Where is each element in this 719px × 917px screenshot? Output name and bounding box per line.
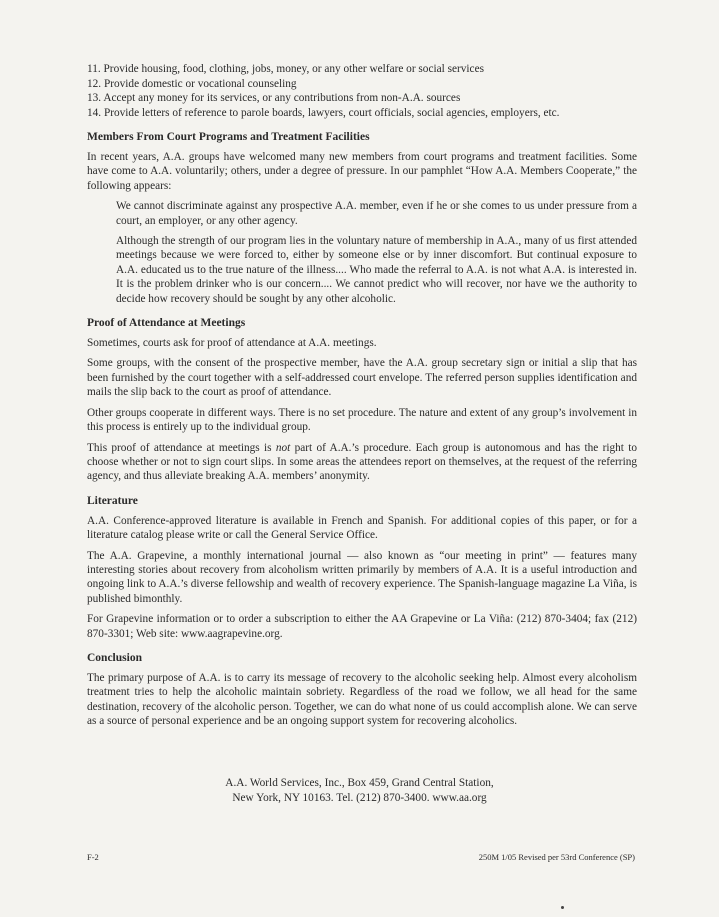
section-court-programs <box>87 130 637 306</box>
proof-paragraph-1: Sometimes, courts ask for proof of attendance at A.A. meetings. <box>87 337 377 350</box>
section-heading-proof: Proof of Attendance at Meetings <box>87 317 246 330</box>
proof-p4-start: This proof of attendance at meetings is <box>87 441 276 454</box>
address-line-2: New York, NY 10163. Tel. (212) 870-3400. www.aa.org <box>232 792 487 804</box>
scan-speck <box>561 906 564 909</box>
proof-p4-end: part of A.A.’s procedure. Each group is autonomous and has the right to choose whether or not to sign court slips. In some areas the attendees report on themselves, at the request of the referring agency, and thus alleviate breaking A.A. members’ anonymity. <box>87 441 638 483</box>
print-info: 250M 1/05 Revised per 53rd Conference (SP) <box>478 852 635 862</box>
court-intro-paragraph: In recent years, A.A. groups have welcomed many new members from court programs and treatment facilities. Some have come to A.A. voluntarily; others, under a degree of pressure. In our pamphlet “How A.A. Members Cooperate,” the following appears: <box>87 151 637 192</box>
list-item: 13. Accept any money for its services, or any contributions from non-A.A. sources <box>87 92 461 104</box>
court-quote-2: Although the strength of our program lies in the voluntary nature of membership in A.A., many of us first attended meetings because we were forced to, either by someone else or by inner discomfort. But continual exposure to A.A. educated us to the true nature of the illness.... Who made the referral to A.A. is not what A.A. is interested in. It is the problem drinker who is our concern.... We cannot predict who will recover, nor have we the authority to decide how recovery should be sought by any other alcoholic. <box>116 235 637 305</box>
court-quote-1: We cannot discriminate against any prospective A.A. member, even if he or she comes to us under pressure from a court, an employer, or any other agency. <box>116 200 637 227</box>
list-item: 12. Provide domestic or vocational counseling <box>87 77 297 90</box>
publisher-address <box>0 776 719 806</box>
page-code: F-2 <box>87 852 99 862</box>
address-line-1: A.A. World Services, Inc., Box 459, Grand Central Station, <box>225 777 494 789</box>
literature-paragraph-1: A.A. Conference-approved literature is available in French and Spanish. For additional copies of this paper, or for a literature catalog please write or call the General Service Office. <box>87 514 637 542</box>
section-literature <box>87 494 637 641</box>
section-conclusion <box>87 651 637 729</box>
proof-paragraph-3: Other groups cooperate in different ways. There is no set procedure. The nature and extent of any group’s involvement in this process is entirely up to the individual group. <box>87 406 637 434</box>
literature-paragraph-2: The A.A. Grapevine, a monthly international journal — also known as “our meeting in print” — features many interesting stories about recovery from alcoholism written primarily by members of A.A. It is a useful introduction and ongoing link to A.A.’s diverse fellowship and wealth of recovery experience. The Spanish-language magazine La Viña, is published bimonthly. <box>87 549 637 605</box>
literature-paragraph-3: For Grapevine information or to order a subscription to either the AA Grapevine or La Viña: (212) 870-3404; fax (212) 870-3301; Web site: www.aagrapevine.org. <box>87 613 637 640</box>
document-body <box>87 62 637 739</box>
section-heading-literature: Literature <box>87 494 138 507</box>
list-item: 14. Provide letters of reference to parole boards, lawyers, court officials, social agencies, employers, etc. <box>87 106 560 119</box>
conclusion-paragraph: The primary purpose of A.A. is to carry its message of recovery to the alcoholic seeking help. Almost every alcoholism treatment tries to help the alcoholic maintain sobriety. Regardless of the road we follow, we all head for the same destination, recovery of the alcoholic person. Together, we can do what none of us could accomplish alone. We can serve as a source of personal experience and be an ongoing support system for recovering alcoholics. <box>87 671 637 728</box>
proof-paragraph-4 <box>87 441 637 484</box>
list-item: 11. Provide housing, food, clothing, jobs, money, or any other welfare or social services <box>87 63 484 75</box>
section-heading-conclusion: Conclusion <box>87 651 142 664</box>
numbered-list <box>87 62 637 120</box>
section-proof-of-attendance <box>87 316 637 484</box>
proof-paragraph-2: Some groups, with the consent of the prospective member, have the A.A. group secretary sign or initial a slip that has been furnished by the court together with a self-addressed court envelope. The referred person supplies identification and mails the slip back to the court as proof of attendance. <box>87 357 637 399</box>
section-heading-court: Members From Court Programs and Treatment Facilities <box>87 131 370 143</box>
proof-p4-emphasis: not <box>275 441 291 454</box>
